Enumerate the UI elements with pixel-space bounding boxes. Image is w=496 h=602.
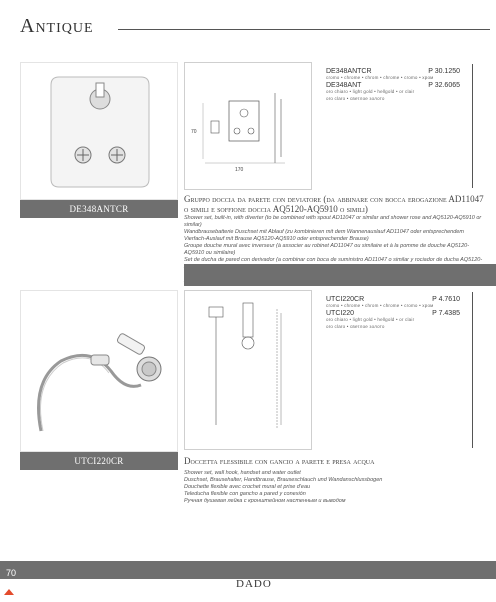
technical-drawing-utci220cr bbox=[184, 290, 312, 450]
description-de: Duschset, Brausehalter, Handbrause, Brauseschlauch und Wandanschlussbogen bbox=[184, 477, 383, 483]
divider-line bbox=[472, 292, 473, 448]
product-title-utci220cr: Doccetta flessibile con gancio a parete e presa acqua bbox=[184, 456, 375, 466]
description-es: Teleducha flexible con gancho a pared y conexión bbox=[184, 491, 306, 497]
section-band bbox=[184, 264, 496, 286]
finish-description: cromo • chrome • chrom • chrome • cromo • хром bbox=[326, 303, 434, 308]
finish-description: oro chiaro • light gold • hellgold • or clair bbox=[326, 317, 415, 322]
code-row bbox=[326, 310, 460, 317]
product-price: P 4.7610 bbox=[432, 296, 460, 303]
product-caption-de348antcr: DE348ANTCR bbox=[20, 200, 178, 218]
dimension-label-170: 170 bbox=[235, 167, 244, 173]
hand-shower-technical-drawing bbox=[185, 291, 311, 449]
code-row bbox=[326, 82, 460, 89]
brand-logo: DADO bbox=[236, 578, 272, 590]
description-fr: Douchette flexible avec crochet mural et prise d'eau bbox=[184, 484, 311, 490]
finish-description: oro claro • светлое золото bbox=[326, 324, 385, 329]
product-codes-utci220cr bbox=[326, 296, 460, 331]
shower-valve-illustration bbox=[21, 63, 178, 200]
divider-line bbox=[472, 64, 473, 188]
product-price: P 7.4385 bbox=[432, 310, 460, 317]
valve-technical-drawing bbox=[185, 63, 311, 189]
hand-shower-illustration bbox=[21, 291, 178, 452]
description-en: Shower set, wall hook, handset and water outlet bbox=[184, 470, 301, 476]
code-row bbox=[326, 296, 460, 303]
product-photo-utci220cr bbox=[20, 290, 178, 452]
product-code: DE348ANT bbox=[326, 82, 362, 89]
footer-band bbox=[0, 561, 496, 579]
finish-description: oro claro • светлое золото bbox=[326, 96, 385, 101]
finish-description: oro chiaro • light gold • hellgold • or clair bbox=[326, 89, 415, 94]
product-title-de348antcr: Gruppo doccia da parete con deviatore (da abbinare con bocca erogazione AD11047 o simili e soffione doccia AQ5120-AQ5910 o simili) bbox=[184, 194, 484, 214]
product-code: UTCI220CR bbox=[326, 296, 365, 303]
technical-drawing-de348antcr bbox=[184, 62, 312, 190]
description-en: Shower set, built-in, with diverter (to be combined with spout AD11047 or similar and shower rose and AQ5120-AQ5910 or similar) bbox=[184, 215, 482, 228]
product-photo-de348antcr bbox=[20, 62, 178, 200]
description-es: Set de ducha de pared con derivador (a combinar con boca de suministro AD11047 o similar y rociador de ducha AQ5120- bbox=[184, 257, 483, 263]
corner-mark-icon bbox=[4, 584, 14, 594]
product-code: DE348ANTCR bbox=[326, 68, 372, 75]
product-caption-utci220cr: UTCI220CR bbox=[20, 452, 178, 470]
finish-description: cromo • chrome • chrom • chrome • cromo • хром bbox=[326, 75, 434, 80]
product-price: P 32.6065 bbox=[428, 82, 460, 89]
description-de: Wandbrausebatterie Duschset mit Ablauf (zu kombinieren mit dem Wannenauslauf AD11047 oder entsprechendem Vierfach-Auslauf mit Brause AQ5120-AQ5910 oder entsprechender Brause) bbox=[184, 229, 464, 242]
product-codes-de348antcr bbox=[326, 68, 460, 103]
page-title: Antique bbox=[20, 15, 94, 37]
description-fr: Groupe douche mural avec inverseur (à associer au robinet AD11047 ou similaire et à la pomme de douche AQ5120-AQ5910 ou similaire) bbox=[184, 243, 470, 256]
product-code: UTCI220 bbox=[326, 310, 355, 317]
product-price: P 30.1250 bbox=[428, 68, 460, 75]
title-rule bbox=[118, 29, 490, 30]
product-descriptions-utci220cr bbox=[184, 470, 484, 505]
dimension-label-70: 70 bbox=[191, 129, 197, 135]
code-row bbox=[326, 68, 460, 75]
description-ru: Ручная душевая лейка с кронштейном настенным и выводом bbox=[184, 498, 346, 504]
page-number: 70 bbox=[6, 568, 17, 578]
